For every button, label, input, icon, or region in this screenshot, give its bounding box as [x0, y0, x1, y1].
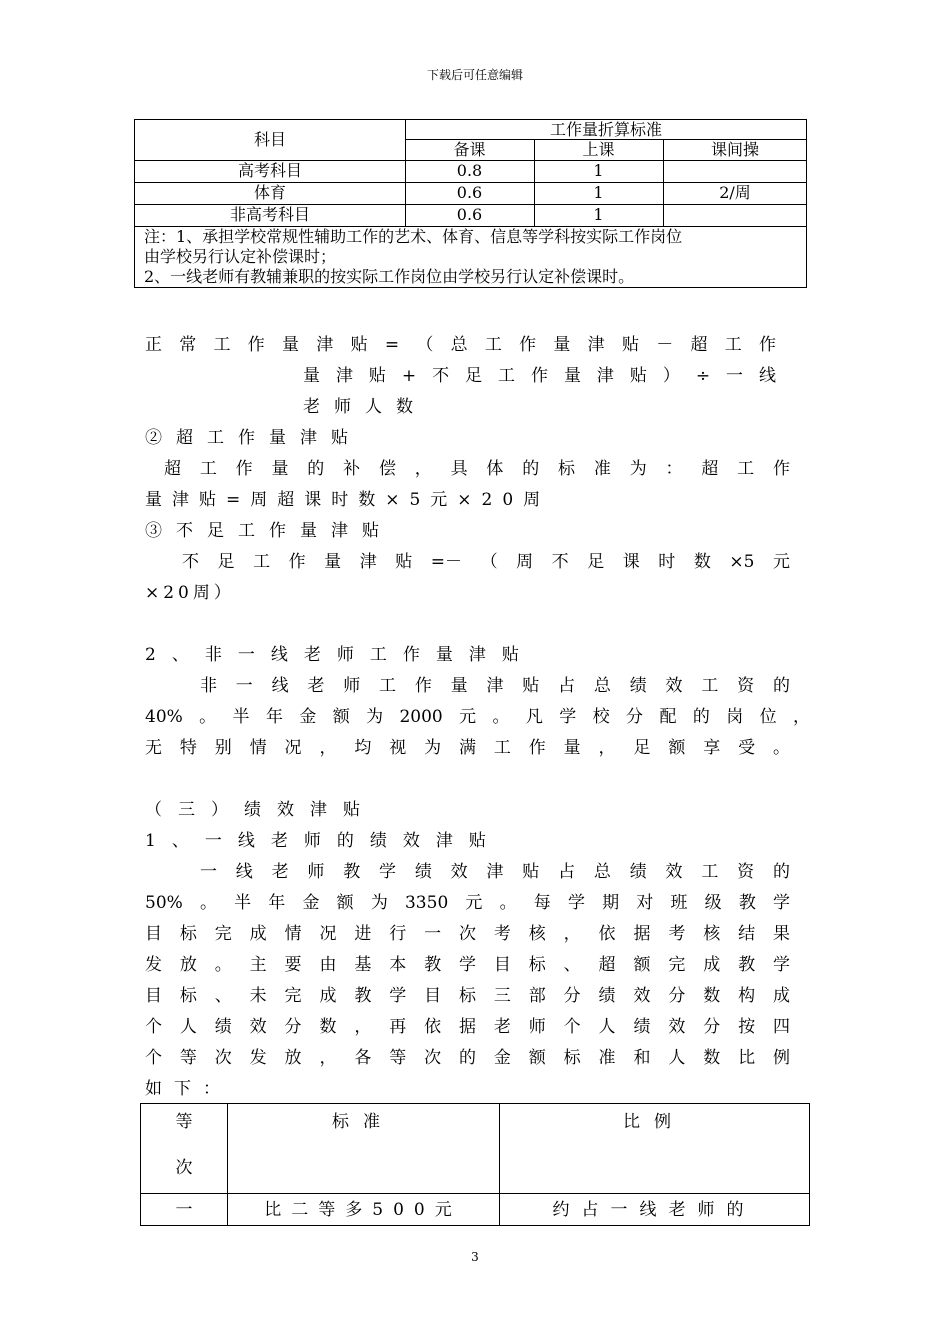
col-group-header: 工作量折算标准: [549, 120, 662, 139]
col-exercise-header: 课间操: [710, 140, 759, 159]
row-prep: 0.8: [456, 161, 483, 180]
paragraph-line: 无特别情况，均视为满工作量，足额享受。: [145, 738, 790, 758]
row-level: 一: [175, 1200, 193, 1220]
tier-table: [140, 1103, 810, 1226]
paragraph-line: 个等次发放，各等次的金额标准和人数比例: [145, 1048, 790, 1068]
table-note-1b: 由学校另行认定补偿课时；: [144, 247, 337, 266]
paragraph-line: 50%。半年金额为3350元。每学期对班级教学: [145, 893, 790, 913]
paragraph-line: 超工作量的补偿，具体的标准为：超工作: [164, 459, 790, 479]
paragraph-line: 量津贴=周超课时数×5元×20周: [145, 490, 551, 510]
formula-line-3: 老师人数: [303, 397, 427, 417]
paragraph-line: 目标、未完成教学目标三部分绩效分数构成: [145, 986, 790, 1006]
paragraph-line: 40%。半年金额为2000元。凡学校分配的岗位，: [145, 707, 810, 727]
formula-line-1: 正常工作量津贴=（总工作量津贴－超工作: [145, 335, 790, 355]
page-number: 3: [471, 1250, 479, 1264]
row-prep: 0.6: [456, 205, 483, 224]
row-ratio: 约占一线老师的: [552, 1200, 756, 1220]
col-ratio-header: 比例: [623, 1112, 685, 1132]
col-subject-header: 科目: [253, 130, 286, 149]
col-standard-header: 标准: [332, 1112, 394, 1132]
paragraph-line: 不足工作量津贴=－（周不足课时数×5元: [182, 552, 790, 572]
table-note-1a: 注：1、承担学校常规性辅助工作的艺术、体育、信息等学科按实际工作岗位: [144, 227, 683, 246]
section-heading: ③不足工作量津贴: [145, 521, 393, 541]
paragraph-line: 一线老师教学绩效津贴占总绩效工资的: [200, 862, 790, 882]
section-heading: 1、一线老师的绩效津贴: [145, 831, 502, 851]
col-prep-header: 备课: [453, 140, 486, 159]
paragraph-line: 发放。主要由基本教学目标、超额完成教学: [145, 955, 790, 975]
section-heading: ②超工作量津贴: [145, 428, 362, 448]
section-heading: 2、非一线老师工作量津贴: [145, 645, 535, 665]
formula-line-2: 量津贴+不足工作量津贴）÷一线: [303, 366, 790, 386]
row-class: 1: [593, 205, 604, 224]
col-level-header: 次: [175, 1158, 193, 1178]
paragraph-line: 如下：: [145, 1079, 232, 1099]
row-subject: 高考科目: [237, 161, 302, 180]
row-class: 1: [593, 183, 604, 202]
paragraph-line: 目标完成情况进行一次考核，依据考核结果: [145, 924, 790, 944]
row-exercise: 2/周: [719, 183, 751, 202]
row-class: 1: [593, 161, 604, 180]
section-heading: （三）绩效津贴: [145, 800, 376, 820]
table-note-2: 2、一线老师有教辅兼职的按实际工作岗位由学校另行认定补偿课时。: [144, 267, 635, 286]
col-level-header: 等: [175, 1112, 193, 1132]
paragraph-line: 非一线老师工作量津贴占总绩效工资的: [200, 676, 790, 696]
paragraph-line: 个人绩效分数，再依据老师个人绩效分按四: [145, 1017, 790, 1037]
col-class-header: 上课: [582, 140, 615, 159]
row-prep: 0.6: [456, 183, 483, 202]
row-subject: 体育: [253, 183, 286, 202]
paragraph-line: ×20周）: [145, 583, 235, 603]
row-subject: 非高考科目: [229, 205, 310, 224]
page-header: 下载后可任意编辑: [426, 68, 523, 82]
row-standard: 比二等多500元: [264, 1200, 462, 1220]
